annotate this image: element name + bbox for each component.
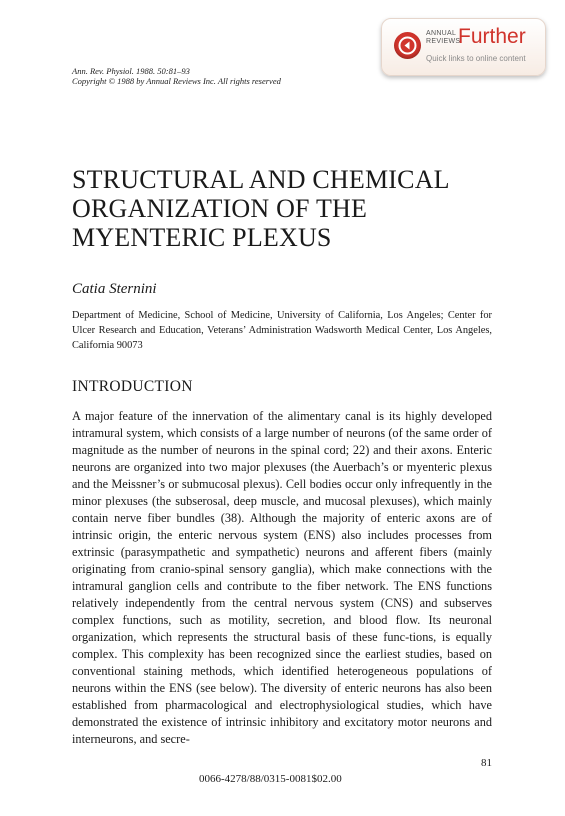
journal-citation: Ann. Rev. Physiol. 1988. 50:81–93 — [72, 66, 190, 76]
author-affiliation: Department of Medicine, School of Medicine, University of California, Los Angeles; Center for Ulcer Research and Education, Veterans’ Administration Wadsworth Medical Center, Los Angeles, California 90073 — [72, 310, 492, 351]
further-label: Further — [458, 25, 526, 48]
copyright-notice: Copyright © 1988 by Annual Reviews Inc. All rights reserved — [72, 76, 281, 86]
title-line: STRUCTURAL AND CHEMICAL — [72, 165, 450, 194]
article-code: 0066-4278/88/0315-0081$02.00 — [199, 773, 342, 785]
body-paragraph: A major feature of the innervation of the alimentary canal is its highly developed intramural system, which consists of a large number of neurons (of the same order of magnitude as the number of neurons in the spinal cord; 22) and their axons. Enteric neurons are organized into two major plexuses (the Auerbach’s or myenteric plexus and the Meissner’s or submucosal plexus). Cell bodies occur only infrequently in the minor plexuses (the subserosal, deep muscle, and mucosal plexuses), which mainly contain nerve fiber bundles (38). Although the majority of enteric axons are of intrinsic origin, the enteric nervous system (ENS) also includes processes from extrinsic (parasympathetic and sympathetic) neurons and afferent fibers (mainly originating from cranio-spinal sensory ganglia), which make connections with the intramural ganglion cells and contribute to the fiber network. The ENS functions relatively independently from the central nervous system (CNS) and subserves complex functions, such as motility, secretion, and blood flow. Its neuronal organization, which represents the structural basis of these func-tions, is equally complex. This complexity has been recognized since the earliest studies, based on conventional staining methods, which identified heterogeneous populations of neurons within the ENS (see below). The diversity of enteric neurons has also been established from pharmacological and electrophysiological studies, which have demonstrated the existence of intrinsic inhibitory and excitatory motor neurons and interneurons, and secre- — [72, 409, 492, 746]
further-links-badge[interactable] — [381, 18, 546, 76]
author-name: Catia Sternini — [72, 281, 157, 297]
section-heading: INTRODUCTION — [72, 378, 193, 395]
annual-reviews-logo-text: ANNUAL REVIEWS — [426, 30, 461, 45]
article-title — [72, 165, 450, 252]
page-number: 81 — [481, 757, 492, 769]
play-back-arrow-icon — [394, 32, 421, 59]
further-tagline: Quick links to online content — [426, 54, 526, 63]
title-line: ORGANIZATION OF THE — [72, 194, 368, 223]
title-line: MYENTERIC PLEXUS — [72, 223, 332, 252]
citation-header — [72, 66, 281, 86]
